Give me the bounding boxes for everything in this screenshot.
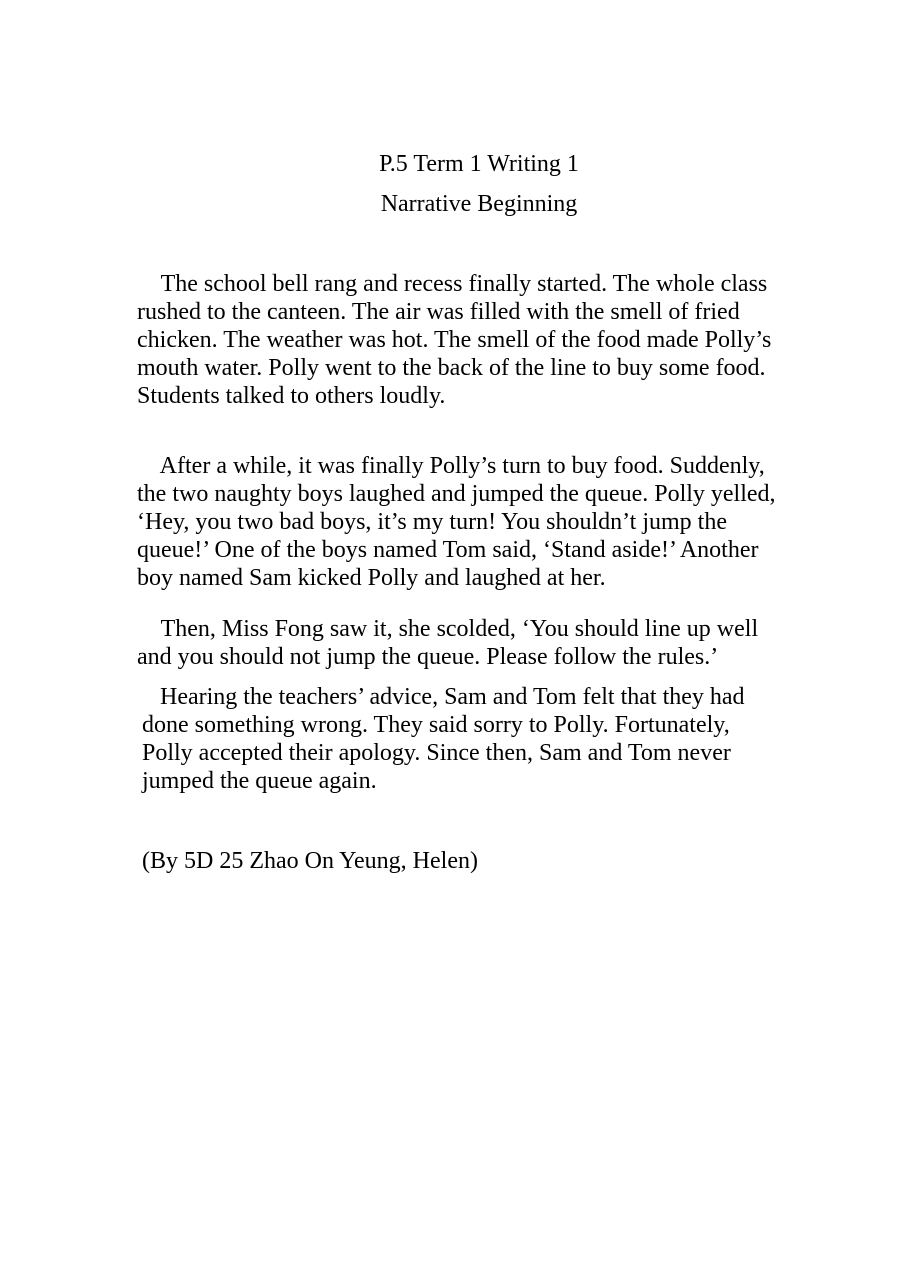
paragraph-line: Polly accepted their apology. Since then, Sam and Tom never: [142, 740, 731, 766]
paragraph-line: The school bell rang and recess finally started. The whole class: [137, 271, 768, 297]
paragraph-line: the two naughty boys laughed and jumped the queue. Polly yelled,: [137, 481, 776, 507]
paragraph-line: and you should not jump the queue. Please follow the rules.’: [137, 644, 719, 670]
document-subtitle: Narrative Beginning: [380, 191, 578, 217]
paragraph-line: After a while, it was finally Polly’s turn to buy food. Suddenly,: [137, 453, 765, 479]
paragraph-2: [137, 452, 776, 592]
paragraph-line: jumped the queue again.: [142, 768, 377, 794]
paragraph-line: Students talked to others loudly.: [137, 383, 446, 409]
paragraph-line: Hearing the teachers’ advice, Sam and Tom felt that they had: [142, 684, 745, 710]
paragraph-line: queue!’ One of the boys named Tom said, ‘Stand aside!’ Another: [137, 537, 759, 563]
paragraph-line: ‘Hey, you two bad boys, it’s my turn! You shouldn’t jump the: [137, 509, 728, 535]
paragraph-line: chicken. The weather was hot. The smell of the food made Polly’s: [137, 327, 772, 353]
paragraph-3: [137, 615, 758, 671]
paragraph-line: Then, Miss Fong saw it, she scolded, ‘You should line up well: [137, 616, 759, 642]
paragraph-line: mouth water. Polly went to the back of the line to buy some food.: [137, 355, 766, 381]
paragraph-1: [137, 270, 771, 410]
paragraph-line: boy named Sam kicked Polly and laughed at her.: [137, 565, 606, 591]
document-title: P.5 Term 1 Writing 1: [379, 151, 579, 177]
author-byline: (By 5D 25 Zhao On Yeung, Helen): [142, 848, 478, 874]
paragraph-4: [142, 683, 745, 795]
paragraph-line: done something wrong. They said sorry to Polly. Fortunately,: [142, 712, 730, 738]
paragraph-line: rushed to the canteen. The air was filled with the smell of fried: [137, 299, 740, 325]
